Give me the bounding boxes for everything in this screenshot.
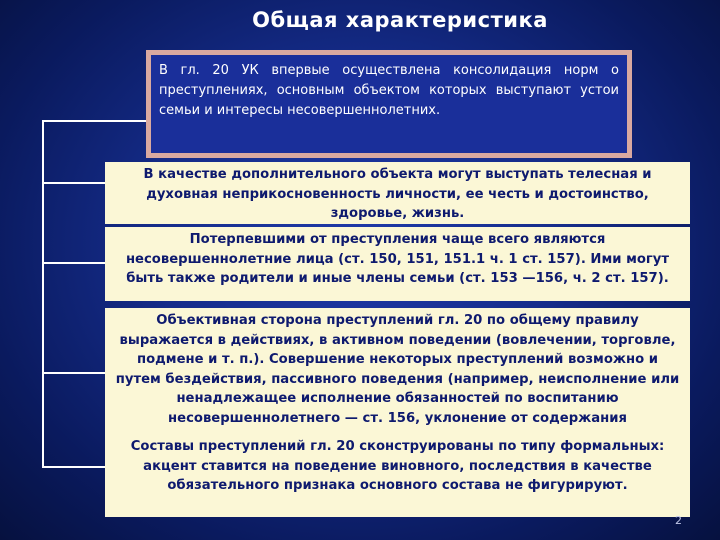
intro-text-box: В гл. 20 УК впервые осуществлена консолидация норм о преступлениях, основным объектом которых выступают устои семьи и интересы несовершеннолетних. <box>146 50 632 158</box>
point-box-victims: Потерпевшими от преступления чаще всего являются несовершеннолетние лица (ст. 150, 151, 151.1 ч. 1 ст. 157). Ими могут быть также родители и иные члены семьи (ст. 153 —156, ч. 2 ст. 157). <box>105 227 690 301</box>
bracket-line <box>42 120 44 468</box>
point-box-formal-composition: Составы преступлений гл. 20 сконструированы по типу формальных: акцент ставится на поведение виновного, последствия в качестве обязательного признака основного состава не фигурируют. <box>105 434 690 517</box>
page-number: 2 <box>675 514 682 527</box>
slide-title: Общая характеристика <box>252 8 548 32</box>
point-box-objective-side: Объективная сторона преступлений гл. 20 по общему правилу выражается в действиях, в активном поведении (вовлечении, торговле, подмене и т. п.). Совершение некоторых преступлений возможно и путем бездействия, пассивного поведения (например, неисполнение или ненадлежащее исполнение обязанностей по воспитанию несовершеннолетнего — ст. 156, уклонение от содержания <box>105 308 690 434</box>
bracket-tick-2 <box>42 262 105 264</box>
bracket-tick-1 <box>42 182 105 184</box>
point-box-additional-object: В качестве дополнительного объекта могут выступать телесная и духовная неприкосновенность личности, ее честь и достоинство, здоровье, жизнь. <box>105 162 690 224</box>
bracket-tick-4 <box>42 466 105 468</box>
bracket-tick-intro <box>42 120 146 122</box>
bracket-tick-3 <box>42 372 105 374</box>
